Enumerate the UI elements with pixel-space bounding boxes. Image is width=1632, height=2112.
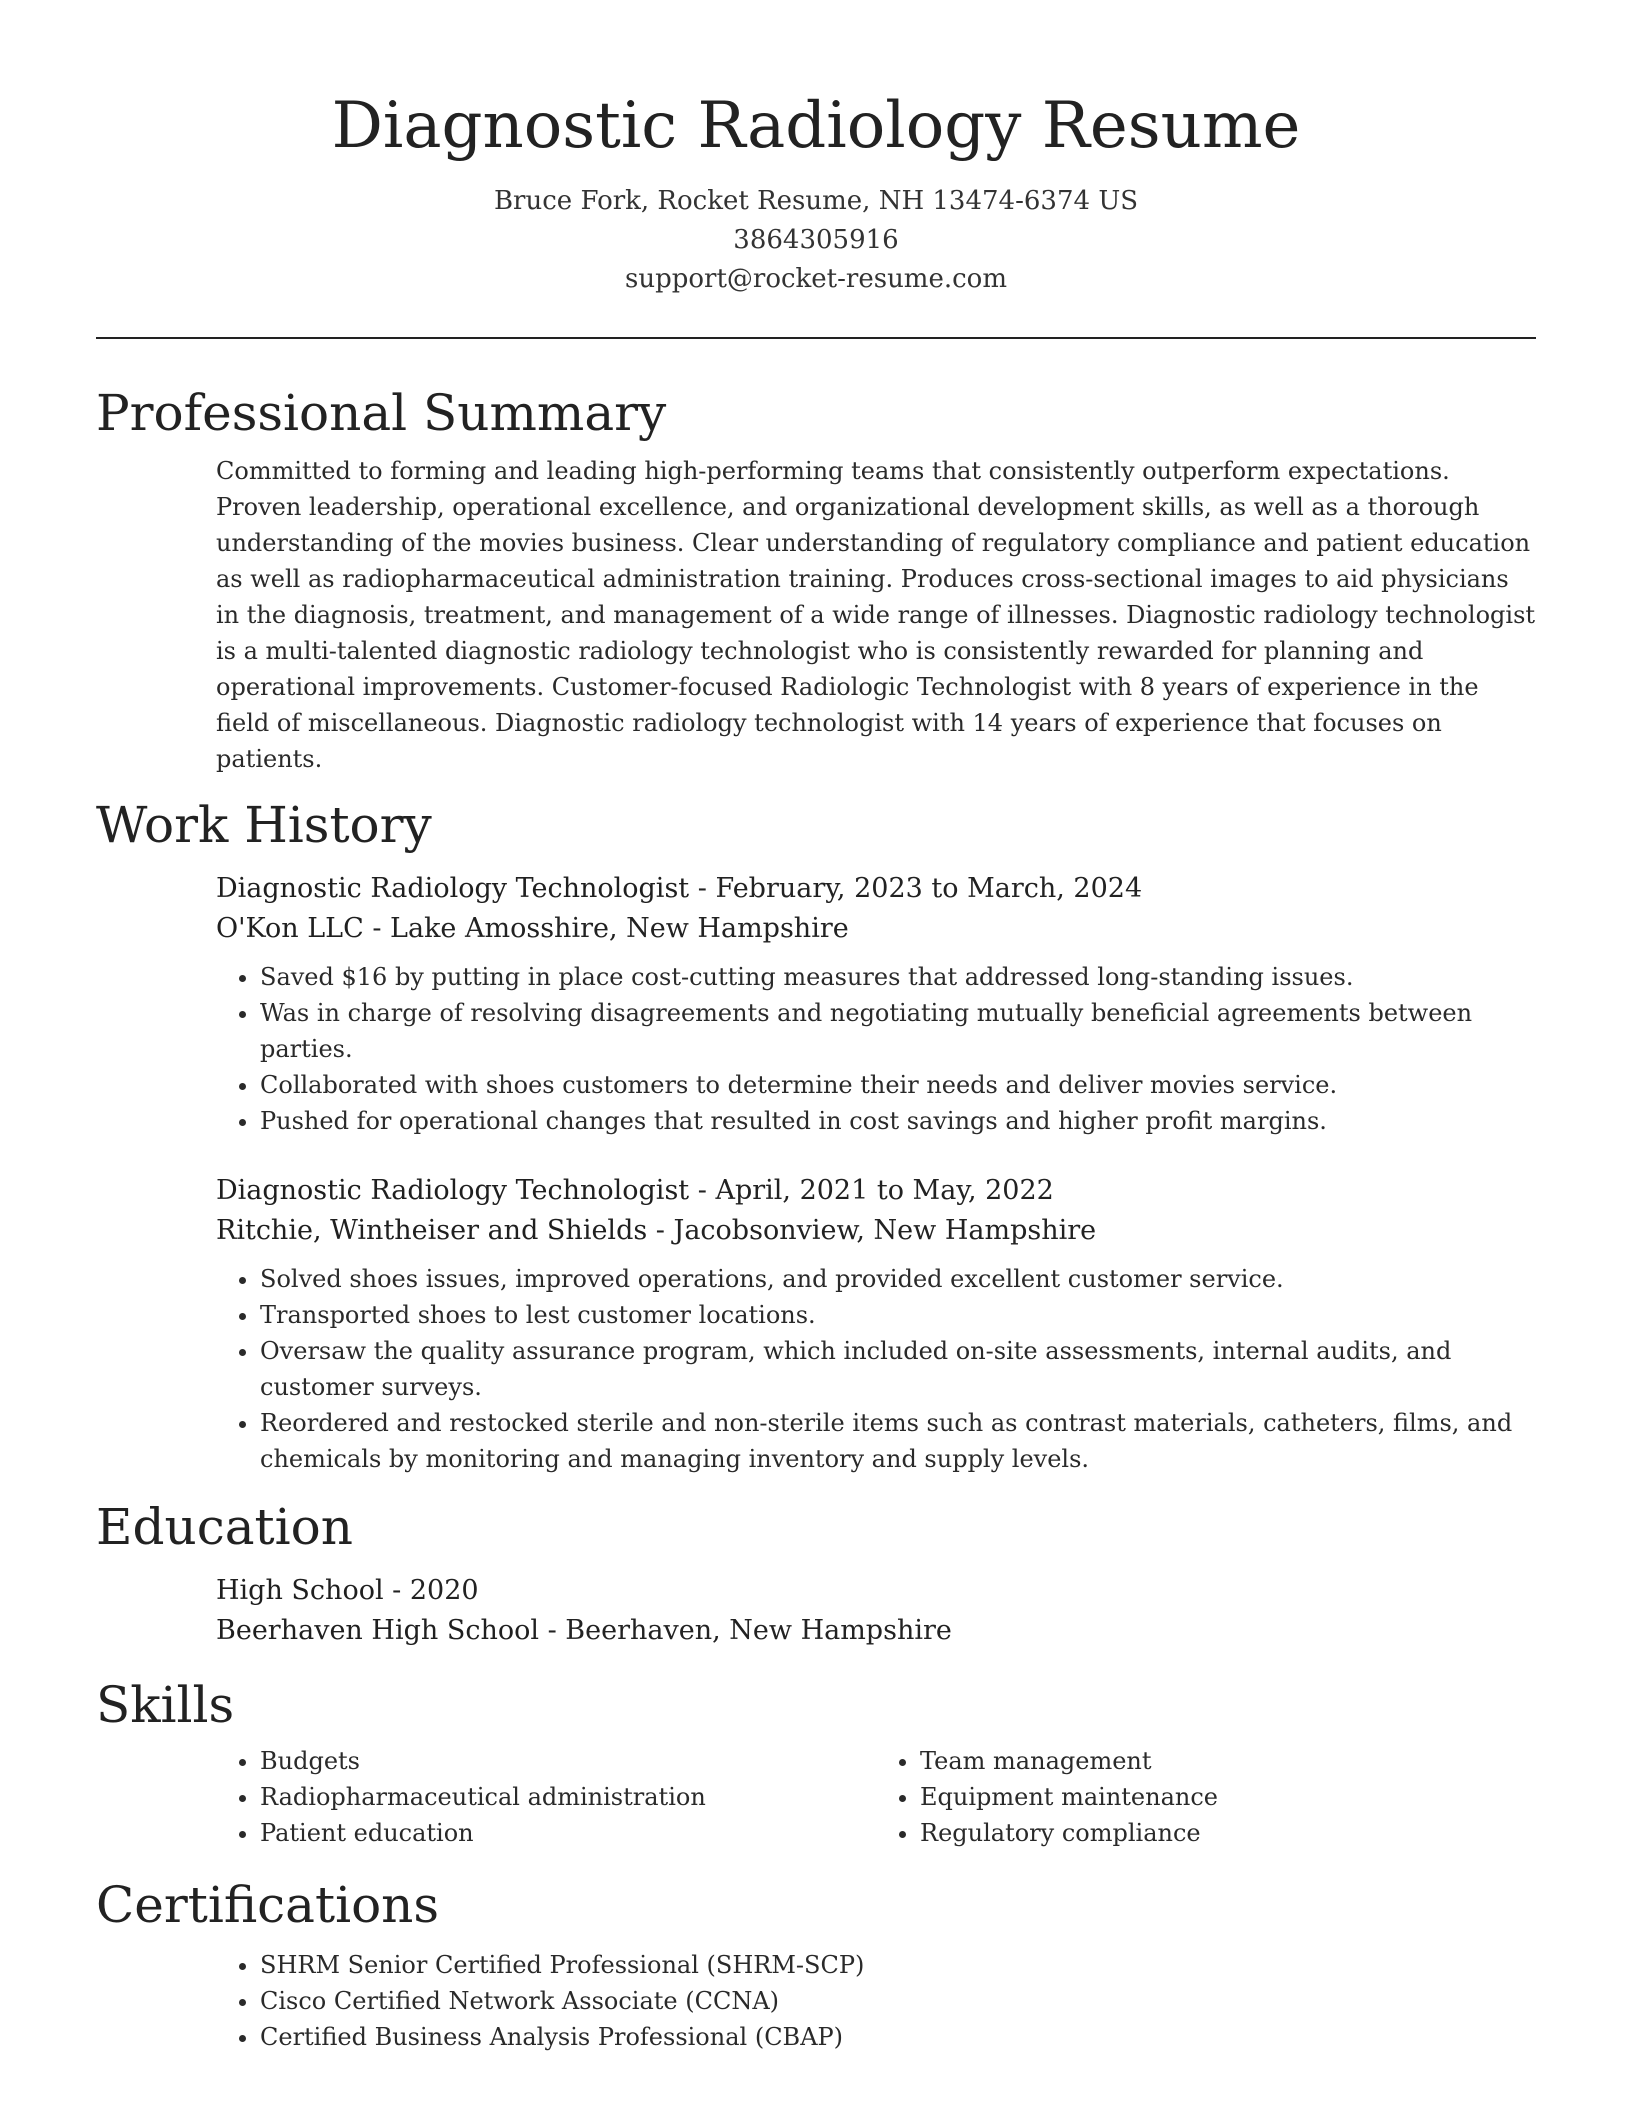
work-entries [216, 869, 1536, 1477]
job-entry [216, 869, 1536, 1139]
list-item: • Certified Business Analysis Professional (CBAP) [260, 2019, 1536, 2055]
skills-grid [216, 1743, 1536, 1851]
job-location: - Lake Amosshire, New Hampshire [363, 913, 849, 944]
summary-text: Committed to forming and leading high-performing teams that consistently outperform expectations. Proven leadership, operational excellence, and organizational development skills, as well as a thorough understanding of the movies business. Clear understanding of regulatory compliance and patient education as well as radiopharmaceutical administration training. Produces cross-sectional images to aid physicians in the diagnosis, treatment, and management of a wide range of illnesses. Diagnostic radiology technologist is a multi-talented diagnostic radiology technologist who is consistently rewarded for planning and operational improvements. Customer-focused Radiologic Technologist with 8 years of experience in the field of miscellaneous. Diagnostic radiology technologist with 14 years of experience that focuses on patients. [216, 457, 1536, 773]
job-dates: - February, 2023 to March, 2024 [689, 873, 1143, 904]
education-school: Beerhaven High School [216, 1615, 539, 1646]
header-divider [96, 337, 1536, 339]
section-heading: Work History [96, 796, 432, 854]
list-item: • Team management [920, 1743, 1536, 1779]
section-heading: Skills [96, 1676, 235, 1734]
job-title: Diagnostic Radiology Technologist [216, 873, 690, 904]
education-degree-line [216, 1571, 1536, 1611]
contact-block [96, 182, 1536, 299]
education-location: - Beerhaven, New Hampshire [539, 1615, 952, 1646]
job-bullets [216, 959, 1536, 1139]
section-education [96, 1497, 1536, 1651]
contact-email: support@rocket-resume.com [624, 264, 1007, 294]
list-item: • Oversaw the quality assurance program, which included on-site assessments, internal audits, and customer surveys. [260, 1333, 1536, 1405]
job-entry [216, 1171, 1536, 1477]
list-item: • Budgets [260, 1743, 876, 1779]
section-professional-summary [96, 383, 1536, 777]
job-bullets [216, 1261, 1536, 1477]
section-heading: Professional Summary [96, 384, 667, 442]
job-title-line [216, 1171, 1536, 1211]
section-heading: Certifications [96, 1876, 440, 1934]
job-company-line [216, 1211, 1536, 1251]
section-heading: Education [96, 1498, 353, 1556]
list-item: • Saved $16 by putting in place cost-cutting measures that addressed long-standing issues. [260, 959, 1536, 995]
list-item: • Transported shoes to lest customer locations. [260, 1297, 1536, 1333]
section-work-history [96, 795, 1536, 1477]
list-item: • Cisco Certified Network Associate (CCNA) [260, 1983, 1536, 2019]
skills-column-right [876, 1743, 1536, 1851]
list-item: • Regulatory compliance [920, 1815, 1536, 1851]
job-title-line [216, 869, 1536, 909]
list-item: • Solved shoes issues, improved operations, and provided excellent customer service. [260, 1261, 1536, 1297]
job-company: O'Kon LLC [216, 913, 364, 944]
list-item: • Equipment maintenance [920, 1779, 1536, 1815]
contact-address: Bruce Fork, Rocket Resume, NH 13474-6374 US [493, 186, 1139, 216]
contact-phone: 3864305916 [733, 225, 899, 255]
section-skills [96, 1675, 1536, 1851]
resume-title: Diagnostic Radiology Resume [331, 89, 1301, 163]
list-item: • Radiopharmaceutical administration [260, 1779, 876, 1815]
list-item: • Collaborated with shoes customers to determine their needs and deliver movies service. [260, 1067, 1536, 1103]
job-dates: - April, 2021 to May, 2022 [689, 1175, 1054, 1206]
list-item: • Was in charge of resolving disagreements and negotiating mutually beneficial agreements between parties. [260, 995, 1536, 1067]
list-item: • Patient education [260, 1815, 876, 1851]
education-entry [216, 1571, 1536, 1651]
job-location: - Jacobsonview, New Hampshire [647, 1215, 1097, 1246]
certifications-body [216, 1947, 1536, 2055]
list-item: • SHRM Senior Certified Professional (SHRM-SCP) [260, 1947, 1536, 1983]
skills-column-left [216, 1743, 876, 1851]
job-company: Ritchie, Wintheiser and Shields [216, 1215, 648, 1246]
job-company-line [216, 909, 1536, 949]
certifications-list [216, 1947, 1536, 2055]
section-certifications [96, 1875, 1536, 2055]
resume-page [96, 0, 1536, 2055]
list-item: • Pushed for operational changes that resulted in cost savings and higher profit margins. [260, 1103, 1536, 1139]
education-degree: High School [216, 1575, 384, 1606]
education-school-line [216, 1611, 1536, 1651]
education-year: - 2020 [383, 1575, 479, 1606]
list-item: • Reordered and restocked sterile and non-sterile items such as contrast materials, catheters, films, and chemicals by monitoring and managing inventory and supply levels. [260, 1405, 1536, 1477]
job-title: Diagnostic Radiology Technologist [216, 1175, 690, 1206]
